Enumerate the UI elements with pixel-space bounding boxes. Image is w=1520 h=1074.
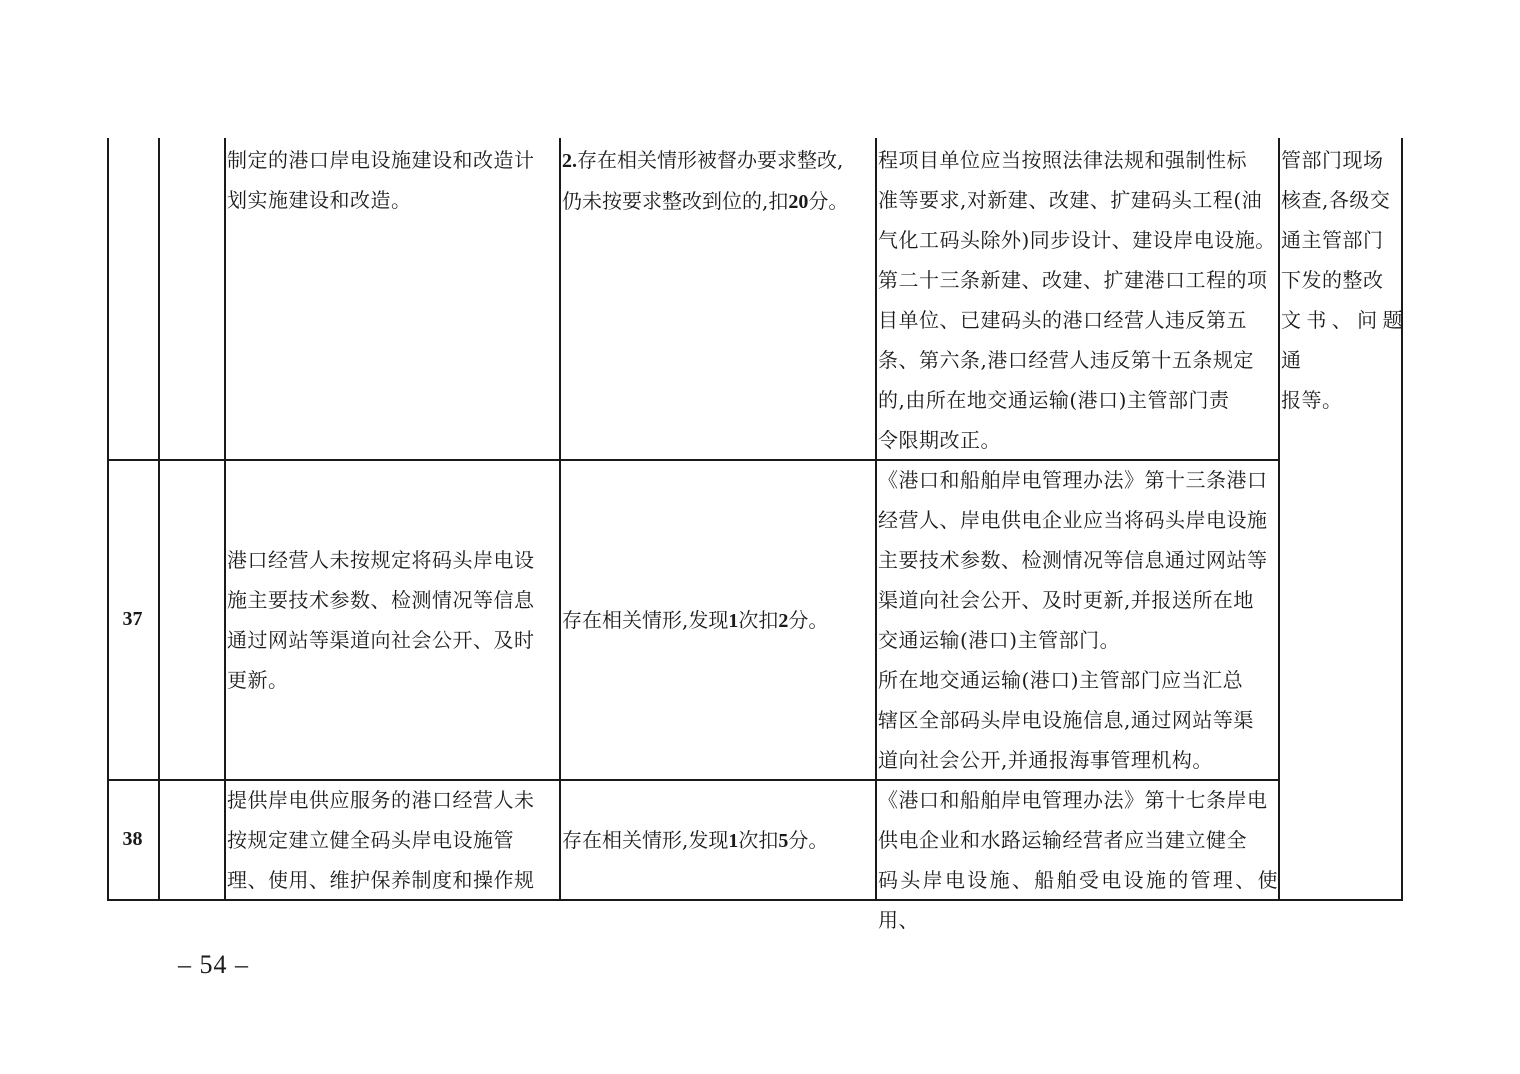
column-divider-3 (559, 138, 561, 901)
row-1-item: 制定的港口岸电设施建设和改造计 划实施建设和改造。 (227, 148, 535, 212)
row-38-item: 提供岸电供应服务的港口经营人未 按规定建立健全码头岸电设施管 理、使用、维护保养制度和操作规 (227, 788, 535, 892)
row-1-basis: 程项目单位应当按照法律法规和强制性标 准等要求,对新建、改建、扩建码头工程(油 气化工码头除外)同步设计、建设岸电设施。 第二十三条新建、改建、扩建港口工程的项 目单位、已建码头的港口经营人违反第五 条、第六条,港口经营人违反第十五条规定 的,由所在地交通运输(港口)主管部门责 令限期改正。 (878, 148, 1276, 452)
row-38-points: 5 (778, 830, 789, 852)
row-38-standard: 存在相关情形,发现1次扣5分。 (562, 828, 829, 852)
row-37-number: 37 (122, 608, 143, 630)
verification-method: 管部门现场 核查,各级交 通主管部门 下发的整改 文书、问题通 报等。 (1281, 148, 1403, 412)
row-1-standard-line1: 2.存在相关情形被督办要求整改, (562, 148, 844, 172)
table (107, 138, 1403, 932)
row-1-standard-prefix: 2. (562, 150, 577, 172)
row-37-standard: 存在相关情形,发现1次扣2分。 (562, 608, 829, 632)
row-37-points: 2 (778, 610, 789, 632)
row-37-basis: 《港口和船舶岸电管理办法》第十三条港口 经营人、岸电供电企业应当将码头岸电设施 主要技术参数、检测情况等信息通过网站等 渠道向社会公开、及时更新,并报送所在地 交通运输(港口)主管部门。 所在地交通运输(港口)主管部门应当汇总 辖区全部码头岸电设施信息,通过网站等渠 道向社会公开,并通报海事管理机构。 (878, 468, 1268, 772)
table-left-border (107, 138, 109, 901)
row-38-basis: 《港口和船舶岸电管理办法》第十七条岸电 供电企业和水路运输经营者应当建立健全 码头岸电设施、船舶受电设施的管理、使用、 (878, 788, 1278, 932)
column-divider-2 (224, 138, 226, 901)
row-38-number: 38 (122, 828, 143, 850)
row-38-count: 1 (728, 830, 739, 852)
page-number: – 54 – (178, 950, 249, 979)
row-1-standard-line2: 仍未按要求整改到位的,扣20分。 (562, 189, 849, 213)
row-37-count: 1 (728, 610, 739, 632)
row-1-points: 20 (788, 191, 809, 213)
row-1-standard (562, 140, 848, 222)
column-divider-4 (875, 138, 877, 901)
row-37-item: 港口经营人未按规定将码头岸电设 施主要技术参数、检测情况等信息 通过网站等渠道向社会公开、及时 更新。 (227, 548, 535, 692)
column-divider-1 (158, 138, 160, 901)
column-divider-5 (1278, 138, 1280, 901)
